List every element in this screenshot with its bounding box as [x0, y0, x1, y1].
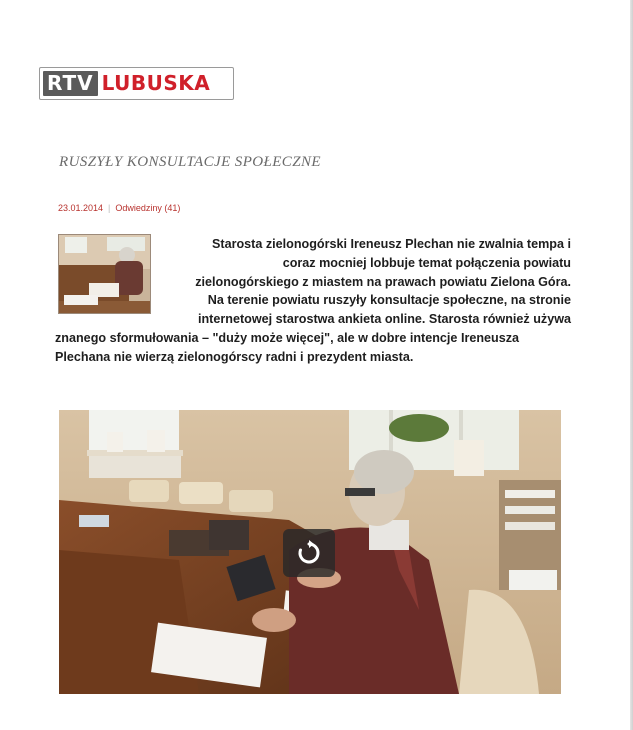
replay-icon — [296, 540, 322, 566]
replay-button[interactable] — [283, 529, 335, 577]
lead-line: Na terenie powiatu ruszyły konsultacje społeczne, na stronie — [207, 293, 571, 308]
article-meta — [58, 203, 180, 213]
article-views: Odwiedziny (41) — [115, 203, 181, 213]
meta-separator: | — [108, 203, 111, 213]
article-title: RUSZYŁY KONSULTACJE SPOŁECZNE — [59, 154, 321, 170]
article-lead — [55, 235, 571, 367]
lead-line: coraz mocniej lobbuje temat połączenia powiatu — [282, 255, 571, 270]
lead-line: Plechana nie wierzą zielonogórscy radni i prezydent miasta. — [55, 349, 414, 364]
logo-rtv: RTV — [43, 71, 98, 96]
logo-lubuska: LUBUSKA — [101, 71, 211, 95]
article-thumbnail[interactable] — [58, 234, 151, 314]
article-date: 23.01.2014 — [58, 203, 104, 213]
lead-line: Starosta zielonogórski Ireneusz Plechan nie zwalnia tempa i — [211, 237, 571, 251]
lead-line: internetowej starostwa ankieta online. Starosta również używa — [197, 312, 571, 327]
thumbnail-image — [59, 235, 151, 314]
lead-line: znanego sformułowania – "duży może więcej", ale w dobre intencje Ireneusza — [55, 330, 520, 345]
lead-line: zielonogórskiego z miastem na prawach powiatu Zielona Góra. — [195, 274, 571, 289]
site-logo[interactable] — [39, 67, 234, 100]
